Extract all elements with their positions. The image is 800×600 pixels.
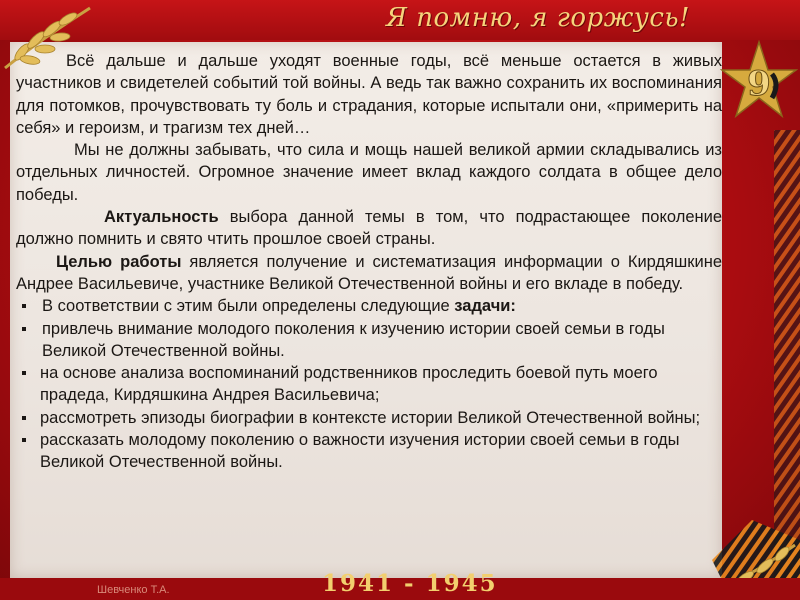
paragraph-army: Мы не должны забывать, что сила и мощь нашей великой армии складывались из отдельных личностей. Огромное значение имеет вклад каждого солдата в общее дело победы. bbox=[16, 141, 722, 204]
footer-years: 1941 - 1945 bbox=[322, 570, 498, 597]
victory-medal-icon bbox=[720, 40, 798, 122]
tasks-word: задачи: bbox=[454, 297, 516, 316]
goal-label: Целью работы bbox=[56, 252, 182, 271]
list-item: на основе анализа воспоминаний родственников проследить боевой путь моего прадеда, Кирдяшкина Андрея Васильевича; bbox=[16, 362, 722, 407]
list-item bbox=[16, 295, 722, 317]
paragraph-intro: Всё дальше и дальше уходят военные годы, всё меньше остается в живых участников и свидетелей событий той войны. А ведь так важно сохранить их воспоминания для потомков, прочувствовать ту боль и страдания, которые испытали они, «примерить на себя» и героизм, и трагизм тех дней… bbox=[16, 52, 722, 137]
tasks-list bbox=[16, 295, 722, 473]
list-item: привлечь внимание молодого поколения к изучению истории своей семьи в годы Великой Отечественной войны. bbox=[16, 318, 722, 363]
list-item: рассмотреть эпизоды биографии в контексте истории Великой Отечественной войны; bbox=[16, 407, 722, 429]
slide-text bbox=[16, 50, 722, 474]
header-banner bbox=[0, 0, 800, 40]
relevance-text: выбора данной темы в том, что подрастающее поколение должно помнить и свято чтить прошлое своей страны. bbox=[16, 208, 722, 249]
list-item: рассказать молодому поколению о важности изучения истории своей семьи в годы Великой Отечественной войны. bbox=[16, 429, 722, 474]
goal-text: является получение и систематизация информации о Кирдяшкине Андрее Васильевиче, участнике Великой Отечественной войны и его вкладе в победу. bbox=[16, 252, 722, 293]
header-title: Я помню, я горжусь! bbox=[386, 3, 690, 33]
footer-author: Шевченко Т.А. bbox=[97, 584, 170, 596]
paragraph-relevance bbox=[16, 206, 722, 251]
tasks-intro: В соответствии с этим были определены следующие bbox=[42, 297, 455, 316]
relevance-label: Актуальность bbox=[104, 208, 219, 227]
paragraph-goal bbox=[16, 251, 722, 296]
svg-text:9: 9 bbox=[747, 64, 771, 104]
